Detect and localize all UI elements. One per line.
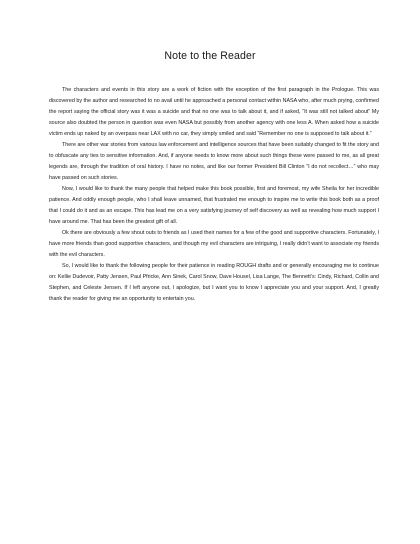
paragraph-thanks-readers: So, I would like to thank the following people for their patience in reading ROUGH drafts and or generally encouraging me to continue on: Kellie Dudevoir, Patty Jensen, Paul Pfricke, Ann Sinek, Carol Snow, Dave Housel, Lisa Lange, The Bennett’s: Cindy, Richard, Collin and Stephen, and Celeste Jensen. If I left anyone out, I apologize, but I want you to know I appreciate you and your support. And, I greatly thank the reader for giving me an opportunity to entertain you. (49, 263, 380, 302)
paragraph-thanks-wife: Now, I would like to thank the many people that helped make this book possible, first and foremost, my wife Sheila for her incredible patience. And oddly enough people, who I shall leave unnamed, that frustrated me enough to inspire me to write this book both as a proof that I could do it and as an escape. This has lead me on a very satisfying journey of self discovery as well as revealing how much support I have around me. That has been the greatest gift of all. (49, 186, 379, 225)
page-title: Note to the Reader (164, 50, 256, 62)
paragraph-war-stories: There are other war stories from various law enforcement and intelligence sources that have been suitably changed to fit the story and to obfuscate any ties to sensitive information. And, if anyone needs to know more about such things these were passed to me, as all great legends are, through the tradition of oral history. I have no notes, and like our former President Bill Clinton “I do not recollect…” who may have passed on such stories. (49, 142, 379, 181)
document-body (49, 85, 379, 305)
paragraph-prologue-note: The characters and events in this story are a work of fiction with the exception of the first paragraph in the Prologue. This was discovered by the author and researched to no avail until he approached a personal contact within NASA who, after much prying, confirmed the report saying the official story was it was a suicide and that no one was to talk about it, and if asked, “It was still not talked about” My source also doubted the person in question was even NASA but possibly from another agency with one less A. When asked how a suicide victim ends up naked by an overpass near LAX with no car, they simply smiled and said “Remember no one is supposed to talk about it.” (49, 87, 379, 137)
paragraph-shout-outs: Ok there are obviously a few shout outs to friends as I used their names for a few of the good and supportive characters. Fortunately, I have more friends than good supportive characters, and though my evil characters are intriguing, I really didn’t want to associate my friends with the evil characters. (49, 230, 379, 258)
